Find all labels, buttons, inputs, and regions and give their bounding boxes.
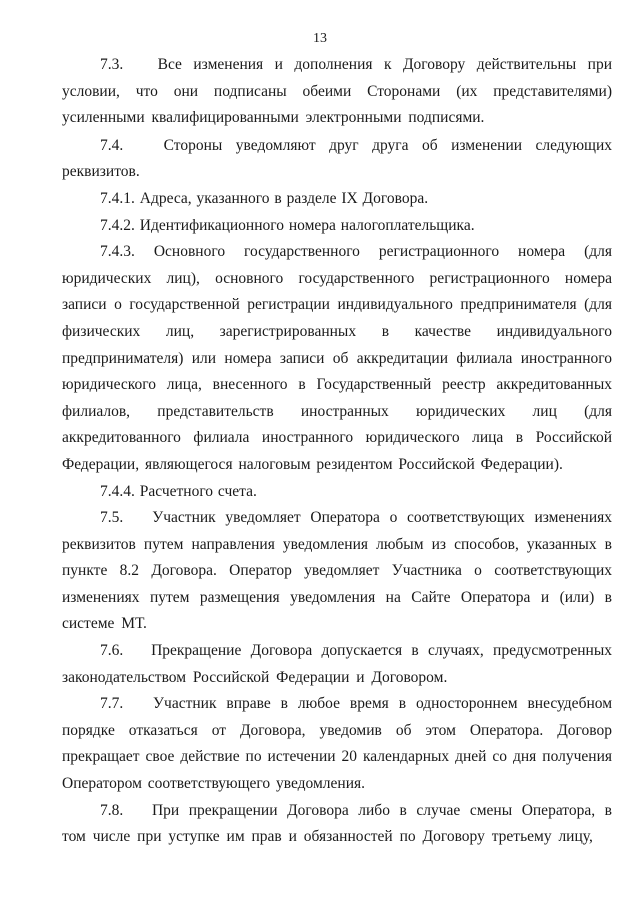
clause-text: Основного государственного регистрационного номера (для юридических лиц), основного государственного регистрационного номера записи о государственной регистрации индивидуального предпринимателя (для физических лиц, зарегистрированных в качестве индивидуального предпринимателя) или номера записи об аккредитации филиала иностранного юридического лица, внесенного в Государственный реестр аккредитованных филиалов, представительств иностранных юридических лиц (для аккредитованного филиала иностранного юридического лица в Российской Федерации, являющегося налоговым резидентом Российской Федерации). [62,243,613,473]
paragraph-7-7 [62,691,612,797]
paragraph-7-4 [62,133,612,186]
clause-number: 7.4.2. [100,216,135,234]
clause-number: 7.6. [100,642,124,660]
paragraph-7-4-2 [62,213,612,240]
clause-text: При прекращении Договора либо в случае смены Оператора, в том числе при уступке им прав и обязанностей по Договору третьему лицу, [62,801,612,846]
clause-number: 7.4.3. [100,243,135,261]
paragraph-7-4-3 [62,239,612,478]
clause-number: 7.4.4. [100,482,135,500]
clause-text: Участник уведомляет Оператора о соответствующих изменениях реквизитов путем направления уведомления любым из способов, указанных в пункте 8.2 Договора. Оператор уведомляет Участника о соответствующих изменениях путем размещения уведомления на Сайте Оператора и (или) в системе МТ. [62,509,613,633]
paragraph-7-4-4 [62,479,612,506]
clause-number: 7.3. [100,56,124,73]
clause-text: Расчетного счета. [139,482,257,500]
clause-number: 7.5. [100,509,124,527]
document-body [62,52,612,851]
clause-number: 7.8. [100,801,124,819]
clause-text: Стороны уведомляют друг друга об изменении следующих реквизитов. [62,136,612,181]
clause-number: 7.7. [100,695,124,713]
paragraph-7-8 [62,798,612,851]
clause-text: Идентификационного номера налогоплательщика. [139,216,475,234]
clause-text: Все изменения и дополнения к Договору действительны при условии, что они подписаны обеими Сторонами (их представителями) усиленными квалифицированными электронными подписями. [62,56,613,127]
clause-number: 7.4. [100,136,124,154]
paragraph-7-5 [62,505,612,638]
paragraph-7-4-1 [62,186,612,213]
page-number: 13 [313,31,327,46]
clause-text: Участник вправе в любое время в одностороннем внесудебном порядке отказаться от Договора, уведомив об этом Оператора. Договор прекращает свое действие по истечении 20 календарных дней со дня получения Оператором соответствующего уведомления. [62,695,613,793]
clause-text: Адреса, указанного в разделе IX Договора. [139,189,429,207]
paragraph-7-3 [62,52,612,132]
clause-number: 7.4.1. [100,189,135,207]
paragraph-7-6 [62,638,612,691]
clause-text: Прекращение Договора допускается в случаях, предусмотренных законодательством Российской Федерации и Договором. [62,642,612,686]
